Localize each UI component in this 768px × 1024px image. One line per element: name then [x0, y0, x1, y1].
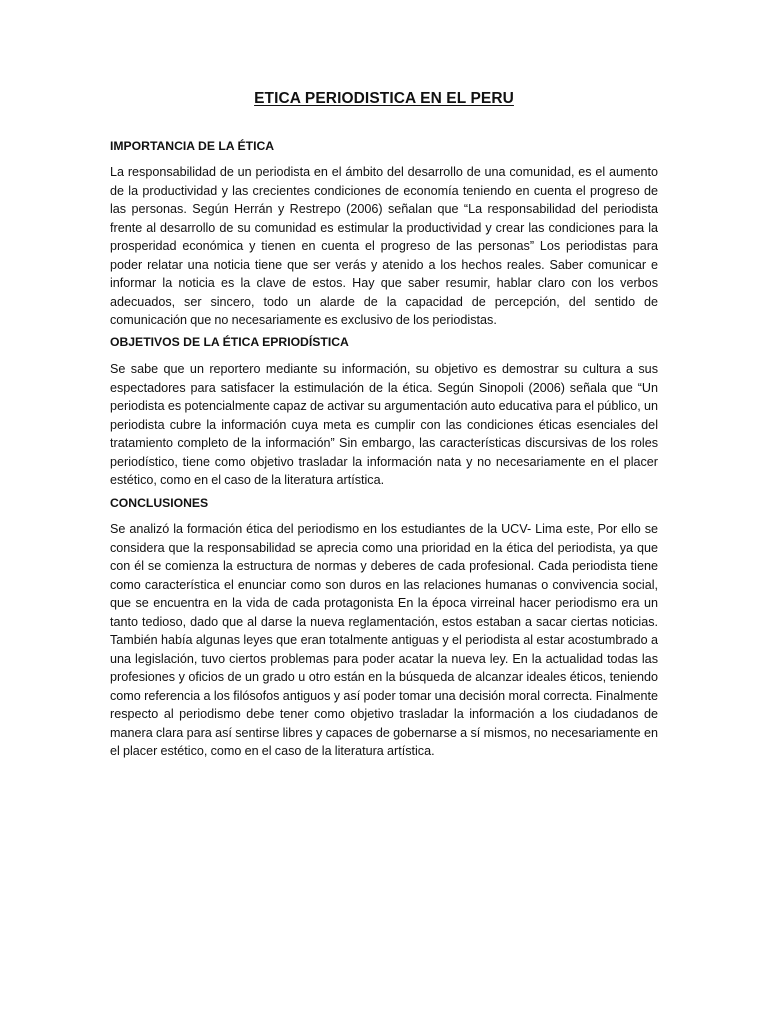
section-body-objetivos: Se sabe que un reportero mediante su información, su objetivo es demostrar su cultura a sus espectadores para satisfacer la estimulación de la ética. Según Sinopoli (2006) señala que “Un periodista es potencialmente capaz de activar su argumentación auto educativa para el público, un periodista cubre la información cuya meta es cumplir con las condiciones éticas esenciales del tratamiento completo de la información” Sin embargo, las características discursivas de los roles periodístico, tiene como objetivo trasladar la información nata y no necesariamente en el placer estético, como en el caso de la literatura artística.: [110, 362, 658, 487]
section-heading-importancia: IMPORTANCIA DE LA ÉTICA: [110, 139, 275, 153]
section-heading-objetivos: OBJETIVOS DE LA ÉTICA EPRIODÍSTICA: [110, 335, 349, 349]
section-body-conclusiones: Se analizó la formación ética del periodismo en los estudiantes de la UCV- Lima este, Por ello se considera que la responsabilidad se aprecia como una prioridad en la ética del periodista, ya que con él se comienza la estructura de normas y deberes de cada profesional. Cada periodista tiene como característica el enunciar como son duros en las relaciones humanas o convivencia social, que se encuentra en la vida de cada protagonista En la época virreinal hacer periodismo era un tanto tedioso, dado que al darse la nueva reglamentación, estos estaban a sacar ciertas noticias. También había algunas leyes que eran totalmente antiguas y el periodista al estar acostumbrado a una legislación, tuvo ciertos problemas para poder acatar la nueva ley. En la actualidad todas las profesiones y oficios de un grado u otro están en la búsqueda de alcanzar ideales éticos, teniendo como referencia a los filósofos antiguos y así poder tomar una decisión moral correcta. Finalmente respecto al periodismo debe tener como objetivo trasladar la información a los ciudadanos de manera clara para así sentirse libres y capaces de gobernarse a sí mismos, no necesariamente en el placer estético, como en el caso de la literatura artística.: [110, 522, 658, 758]
document-title: ETICA PERIODISTICA EN EL PERU: [254, 90, 514, 107]
section-heading-conclusiones: CONCLUSIONES: [110, 496, 209, 510]
document-page: [110, 0, 658, 1024]
section-body-importancia: La responsabilidad de un periodista en el ámbito del desarrollo de una comunidad, es el aumento de la productividad y las crecientes condiciones de economía teniendo en cuenta el progreso de las personas. Según Herrán y Restrepo (2006) señalan que “La responsabilidad del periodista frente al desarrollo de su comunidad es estimular la productividad y crear las condiciones para la prosperidad económica y tienen en cuenta el progreso de las personas” Los periodistas para poder relatar una noticia tiene que ser verás y atenido a los hechos reales. Saber comunicar e informar la noticia es la clave de estos. Hay que saber resumir, hablar claro con los verbos adecuados, ser sincero, todo un alarde de la capacidad de percepción, del sentido de comunicación que no necesariamente es exclusivo de los periodistas.: [110, 165, 658, 327]
